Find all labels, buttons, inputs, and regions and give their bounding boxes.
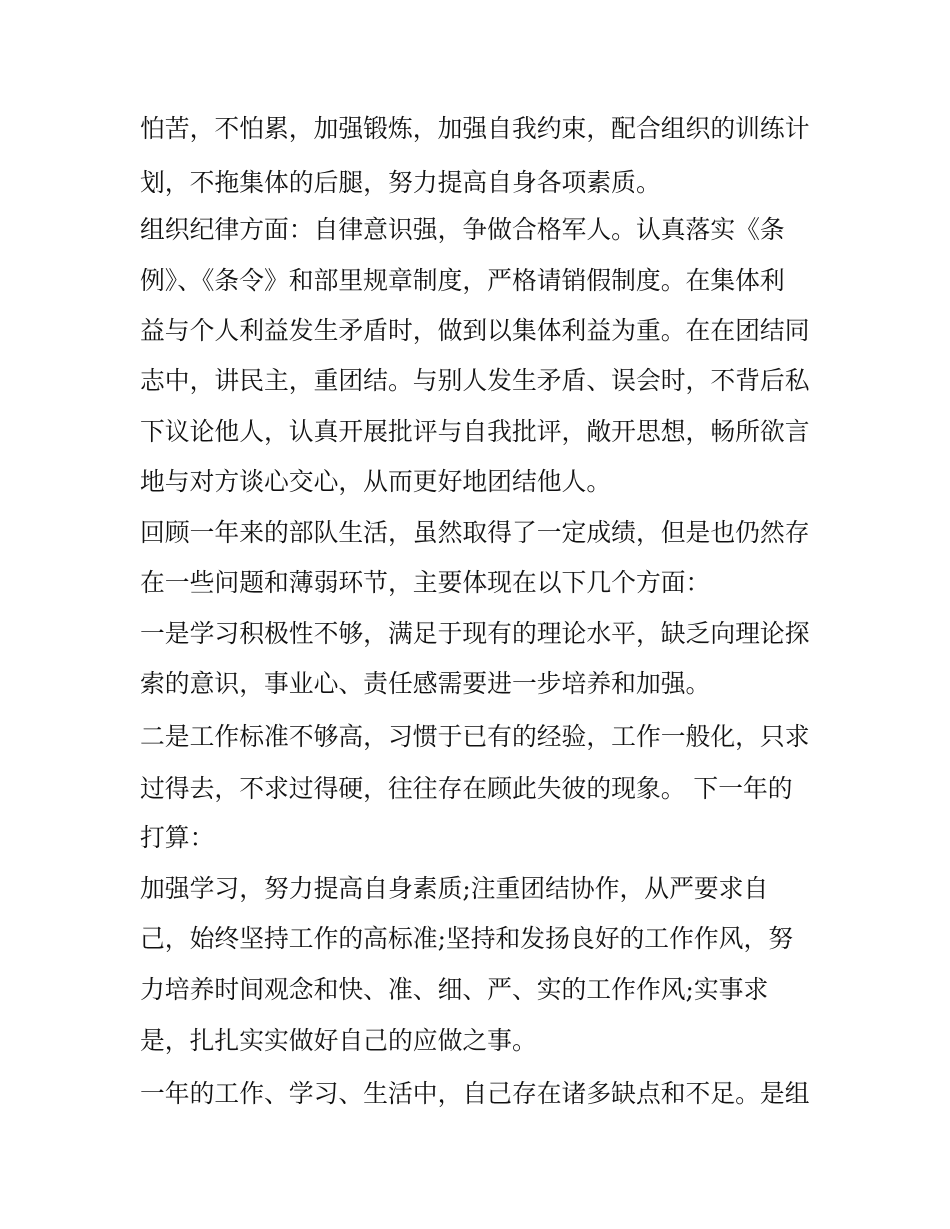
text-line: 回顾一年来的部队生活，虽然取得了一定成绩，但是也仍然存 xyxy=(140,518,810,547)
text-line: 益与个人利益发生矛盾时，做到以集体利益为重。在在团结同 xyxy=(140,316,810,345)
text-line: 下议论他人，认真开展批评与自我批评，敞开思想，畅所欲言 xyxy=(140,417,810,446)
text-line: 一是学习积极性不够，满足于现有的理论水平，缺乏向理论探 xyxy=(140,619,810,648)
text-line: 过得去，不求过得硬，往往存在顾此失彼的现象。 下一年的 xyxy=(140,774,793,803)
text-line: 加强学习，努力提高自身素质;注重团结协作，从严要求自 xyxy=(140,874,769,903)
text-line: 己，始终坚持工作的高标准;坚持和发扬良好的工作作风，努 xyxy=(140,924,794,953)
text-line: 志中，讲民主，重团结。与别人发生矛盾、误会时，不背后私 xyxy=(140,366,810,395)
text-line: 二是工作标准不够高，习惯于已有的经验，工作一般化，只求 xyxy=(140,722,810,751)
text-line: 例》、《条令》和部里规章制度，严格请销假制度。在集体利 xyxy=(140,266,785,295)
text-line: 怕苦，不怕累，加强锻炼，加强自我约束，配合组织的训练计 xyxy=(140,114,810,143)
text-line: 索的意识，事业心、责任感需要进一步培养和加强。 xyxy=(140,669,711,698)
text-line: 划，不拖集体的后腿，努力提高自身各项素质。 xyxy=(140,168,661,197)
text-line: 地与对方谈心交心，从而更好地团结他人。 xyxy=(140,467,612,496)
text-line: 在一些问题和薄弱环节，主要体现在以下几个方面： xyxy=(140,568,711,597)
text-line: 打算： xyxy=(140,823,215,852)
text-line: 是，扎扎实实做好自己的应做之事。 xyxy=(140,1026,537,1055)
text-line: 力培养时间观念和快、准、细、严、实的工作作风;实事求 xyxy=(140,975,769,1004)
text-line: 一年的工作、学习、生活中，自己存在诸多缺点和不足。是组 xyxy=(140,1079,810,1108)
text-line: 组织纪律方面：自律意识强，争做合格军人。认真落实《条 xyxy=(140,215,785,244)
